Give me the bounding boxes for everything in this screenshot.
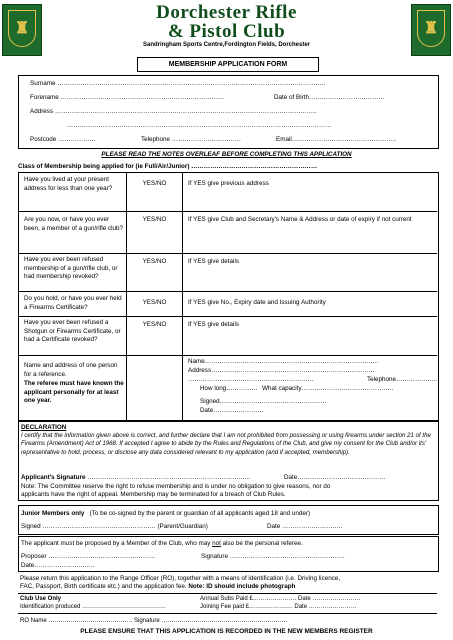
crest-glyph-right: ♜ [423,20,439,37]
junior-label: Junior Members only [21,510,85,517]
identification-produced-field[interactable]: Identification produced …………………………………… [20,604,167,610]
yes-no-2[interactable]: YES/NO [142,216,167,223]
declaration-heading: DECLARATION [21,424,67,431]
referee-address-field[interactable]: Address…………………………………………………………………… [188,367,375,374]
guardian-date-field[interactable]: Date ……………………….. [267,523,343,530]
form-title: MEMBERSHIP APPLICATION FORM [137,57,319,72]
yes-no-3[interactable]: YES/NO [142,258,167,265]
referee-note: The referee must have known the applicant personally for at least one year. [24,380,124,404]
ro-name-field[interactable]: RO Name …………………………………… Signature ……………………………………………………… [20,618,288,624]
referee-capacity-field[interactable]: What capacity…………………………………….. [262,385,394,392]
annual-subs-field[interactable]: Annual Subs Paid £…………………. Date …………………… [200,596,361,602]
email-field[interactable]: Email………………………………………….. [276,136,396,143]
referee-date-field[interactable]: Date…………………… [200,407,264,414]
yes-no-5[interactable]: YES/NO [142,321,167,328]
crest-glyph-left: ♜ [14,20,30,37]
answer-3[interactable]: If YES give details [188,258,239,265]
referee-name-field[interactable]: Name……………………………………………………………………….. [188,358,379,365]
question-1: Have you lived at your present address for less than one year? [24,176,113,192]
referee-telephone-field[interactable]: Telephone……………….. [367,376,438,383]
club-name-line2: & Pistol Club [167,21,286,42]
proposer-name-field[interactable]: Proposer …………………………………………… [21,553,156,560]
proposer-box [18,536,439,572]
club-name-line1: Dorchester Rifle [156,2,297,23]
referee-label: Name and address of one person for a reference. [24,362,118,378]
personal-details-box [18,75,439,149]
register-footer: PLEASE ENSURE THAT THIS APPLICATION IS RECORDED IN THE NEW MEMBERS REGISTER [80,628,373,635]
address-field[interactable]: Address …………………………………………………………………………………………………………….. [30,108,317,115]
forename-field[interactable]: Forename …………………………………………………………………… [30,94,225,101]
applicant-date-field[interactable]: Date…………………………………… [284,474,386,481]
yes-no-1[interactable]: YES/NO [142,180,167,187]
read-notes-notice: PLEASE READ THE NOTES OVERLEAF BEFORE COMPLETING THIS APPLICATION [101,151,352,158]
answer-1[interactable]: If YES give previous address [188,180,269,187]
declaration-text: I certify that the information given above is correct, and further declare that I am not prohibited from possessing or using firearms under section 21 of the Firearms (Amendment) Act of 1968. If accepted I agree to abide by the Rules and Regulations of the Club, and give my consent for the Club and/or its' representative to hold, process, or disclose any data considered relevant to my application (and if accepted, membership). [21,432,431,456]
telephone-field[interactable]: Telephone …………………………… [141,136,242,143]
proposer-signature-field[interactable]: Signature ………………………………………………. [201,553,345,560]
committee-note-line1: Note: The Committee reserve the right to refuse membership and is under no obligation to give reasons, nor do [21,483,331,490]
club-crest-left [2,4,42,56]
referee-address-line2[interactable]: …………………………………………………… [188,376,314,383]
return-instructions-line2: FAC, Passport, Birth certificate etc.) and the application fee. [20,583,189,590]
joining-fee-field[interactable]: Joining Fee paid £…………………. Date …………………… [200,604,357,610]
answer-5[interactable]: If YES give details [188,321,239,328]
address-line2-field[interactable]: ……………………………………………………………………………………………………………… [67,122,332,129]
referee-signed-field[interactable]: Signed…………………………………………… [200,398,327,405]
id-photo-note: Note: ID should include photograph [188,583,296,590]
answer-4[interactable]: If YES give No., Expiry date and Issuing Authority [188,299,326,306]
proposer-date-field[interactable]: Date……………………….. [21,562,95,569]
question-3: Have you ever been refused membership of a gun/rifle club, or had membership revoked? [24,256,118,280]
membership-class-field[interactable]: Class of Membership being applied for (ie Full/Air/Junior) …………………………………………………… [18,163,318,170]
proposer-rule: The applicant must be proposed by a Member of the Club, who may not also be the personal referee. [21,540,303,547]
return-instructions-line1: Please return this application to the Range Officer (RO), together with a means of identification (i.e. Driving licence, [20,575,341,582]
declaration-box [18,421,439,501]
club-address: Sandringham Sports Centre,Fordington Fields, Dorchester [142,42,311,48]
junior-note: (To be co-signed by the parent or guardian of all applicants aged 18 and under) [89,510,311,517]
club-crest-right [411,4,451,56]
junior-box [18,505,439,535]
question-4: Do you hold, or have you ever held a Firearms Certificate? [24,295,122,311]
referee-how-long-field[interactable]: How long…………… [200,385,258,392]
question-2: Are you now, or have you ever been, a member of a gun/rifle club? [24,216,124,232]
answer-2[interactable]: If YES give Club and Secretary's Name & Address or date of expiry if not current [188,216,412,223]
guardian-signed-field[interactable]: Signed ……………………………………………… (Parent/Guardian) [21,523,208,530]
committee-note-line2: applicants have the right of appeal. Membership may be terminated for a breach of Club Rules. [21,491,286,498]
postcode-field[interactable]: Postcode ……………… [30,136,96,143]
applicant-signature-label: Applicant's Signature [21,474,86,481]
surname-field[interactable]: Surname ……………………………………………………………………………………………………………….. [30,80,326,87]
applicant-signature-field[interactable]: …………………………………………………………………… [87,474,251,481]
question-5: Have you ever been refused a Shotgun or Firearms Certificate, or had a Certificate revoked? [24,319,121,343]
yes-no-4[interactable]: YES/NO [142,299,167,306]
club-use-label: Club Use Only [20,596,62,602]
date-of-birth-field[interactable]: Date of Birth……………………………… [274,94,385,101]
